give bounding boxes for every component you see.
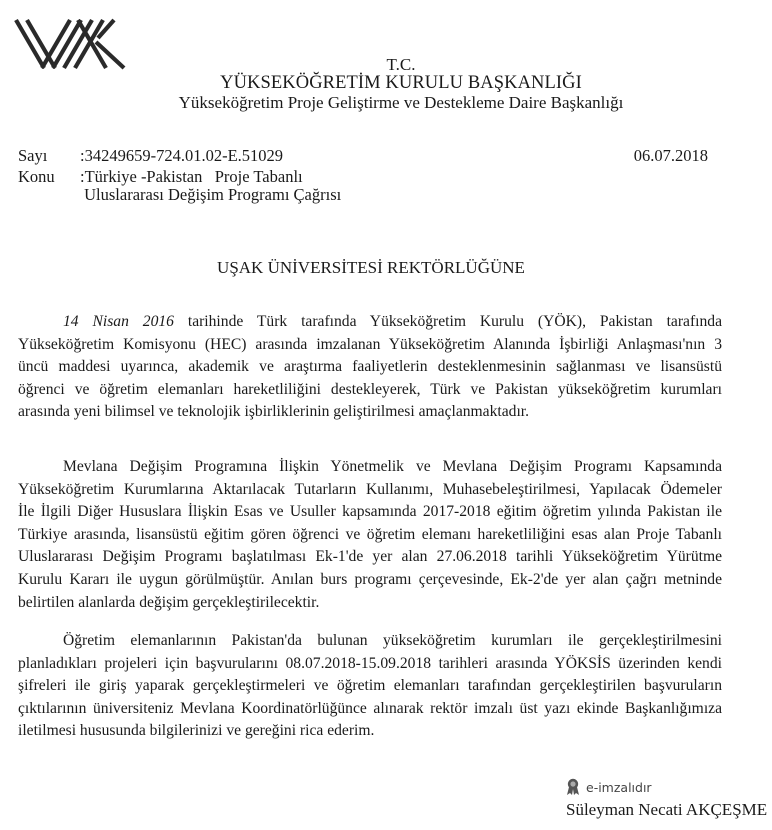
paragraph-line: Kurulu Kararı ile uygun görülmüştür. Anılan burs programı çerçevesinde, Ek-2'de yer alan çağrı metninde [18,570,722,588]
signer-name: Süleyman Necati AKÇEŞME [566,800,768,819]
paragraph-line: Uluslararası Değişim Programı başlatılması Ek-1'de yer alan 27.06.2018 tarihli Yükseköğretim Yürütme [18,548,722,566]
date-italic: 14 Nisan 2016 [63,313,174,330]
paragraph-line: iletilmesi hususunda bilgilerinizi ve gereğini rica ederim. [18,722,375,740]
header-organization: YÜKSEKÖĞRETİM KURULU BAŞKANLIĞI [220,73,582,93]
konu-value-line2: Uluslararası Değişim Programı Çağrısı [80,185,342,204]
letter-date: 06.07.2018 [633,146,708,165]
e-signature-badge [566,778,652,796]
konu-row [0,167,742,207]
paragraph-line: şifreleri ile giriş yaparak gerçekleştirmeleri ve öğretim elemanları tarafından gerçekleştirilen başvuruların [18,677,722,695]
paragraph-line: planladıkları projeleri için başvurularını 08.07.2018-15.09.2018 tarihleri arasında YÖKSİS üzerinden kendi [18,654,722,672]
paragraph-line: arasında yeni bilimsel ve teknolojik işbirliklerinin geliştirilmesi amaçlanmaktadır. [18,403,530,421]
paragraph-line: Türkiye arasında, lisansüstü eğitim gören öğrenci ve öğretim elemanı hareketliliğini esas alan Proje Tabanlı [18,525,722,543]
paragraph-1 [18,311,722,424]
paragraph-line: belirtilen alanlarda değişim gerçekleştirilecektir. [18,593,320,611]
addressee: UŞAK ÜNİVERSİTESİ REKTÖRLÜĞÜNE [217,258,525,277]
paragraph-line: Yükseköğretim Kurumlarına Aktarılacak Tutarların Kullanımı, Muhasebeleştirilmesi, Yapılacak Ödemeler [18,480,722,498]
header-tc: T.C. [386,55,416,74]
sayi-value: :34249659-724.01.02-E.51029 [80,146,284,165]
paragraph-line: Yükseköğretim Komisyonu (HEC) arasında imzalanan Yükseköğretim Alanında İşbirliği Anlaşması'nın 3 [18,335,722,353]
award-ribbon-icon [566,778,580,796]
paragraph-3 [18,630,722,743]
e-signature-text: e-imzalıdır [586,779,652,795]
paragraph-line: Mevlana Değişim Programına İlişkin Yönetmelik ve Mevlana Değişim Programı Kapsamında [63,458,722,475]
paragraph-line: İle İlgili Diğer Hususlara İlişkin Esas ve Usuller kapsamında 2017-2018 eğitim öğretim yılında Pakistan ile [18,503,722,521]
paragraph-line: 14 Nisan 2016 tarihinde Türk tarafında Yükseköğretim Kurulu (YÖK), Pakistan tarafında [63,313,723,330]
konu-label: Konu [18,167,55,186]
konu-value-line1: :Türkiye -Pakistan Proje Tabanlı [80,167,303,186]
paragraph-line: üncü maddesi uyarınca, akademik ve araştırma faaliyetlerin desteklenmesinin sağlanması ve lisansüstü [18,358,722,376]
sayi-row [0,146,742,166]
paragraph-line: Öğretim elemanlarının Pakistan'da bulunan yükseköğretim kurumları ile gerçekleştirilmesini [63,632,722,649]
header-department: Yükseköğretim Proje Geliştirme ve Destekleme Daire Başkanlığı [178,93,624,112]
paragraph-line: öğrenci ve öğretim elemanları hareketliliğini destekleyerek, Türk ve Pakistan yükseköğretim kurumları [18,380,722,398]
paragraph-line: çıktılarının üniversiteniz Mevlana Koordinatörlüğünce alınarak rektör imzalı üst yazı ekinde Başkanlığımıza [18,699,722,717]
sayi-label: Sayı [18,146,48,165]
paragraph-2 [18,456,722,614]
